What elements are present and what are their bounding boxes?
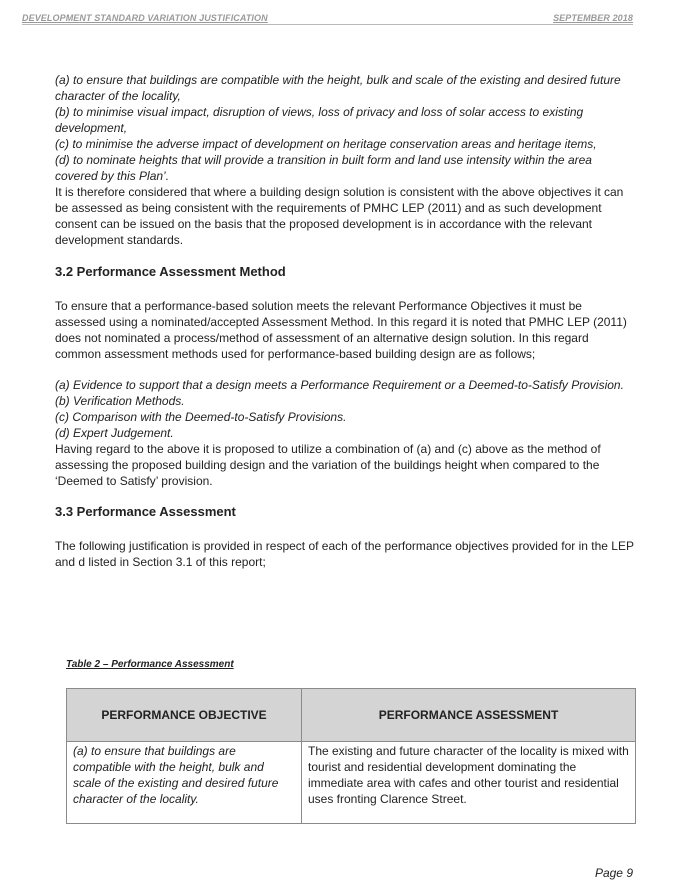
header-objective: PERFORMANCE OBJECTIVE	[67, 689, 302, 742]
body-content	[55, 72, 635, 570]
method-a: (a) Evidence to support that a design meets a Performance Requirement or a Deemed-to-Satisfy Provision.	[55, 378, 624, 392]
objectives-quote	[55, 72, 635, 184]
page-number: Page 9	[594, 866, 633, 880]
objective-a: (a) to ensure that buildings are compatible with the height, bulk and scale of the existing and desired future character of the locality,	[55, 73, 621, 103]
section-3-3-heading: 3.3 Performance Assessment	[55, 504, 236, 519]
assessment-methods-list	[55, 377, 635, 441]
consistency-paragraph: It is therefore considered that where a building design solution is consistent with the above objectives it can be assessed as being consistent with the requirements of PMHC LEP (2011) and as such development consent can be issued on the basis that the proposed development is in accordance with the relevant development standards.	[55, 185, 624, 247]
section-3-2-intro: To ensure that a performance-based solution meets the relevant Performance Objectives it must be assessed using a nominated/accepted Assessment Method. In this regard it is noted that PMHC LEP (2011) does not nominated a process/method of assessment of an alternative design solution. In this regard common assessment methods used for performance-based building design are as follows;	[55, 299, 627, 361]
table-caption: Table 2 – Performance Assessment	[66, 659, 234, 670]
section-3-2-conclusion: Having regard to the above it is proposed to utilize a combination of (a) and (c) above as the method of assessing the proposed building design and the variation of the buildings height when compared to the ‘Deemed to Satisfy’ provision.	[55, 442, 601, 488]
running-header	[22, 11, 633, 25]
table-header-row	[67, 689, 636, 742]
section-3-3-intro: The following justification is provided in respect of each of the performance objectives provided for in the LEP and d listed in Section 3.1 of this report;	[55, 539, 634, 569]
objective-c: (c) to minimise the adverse impact of development on heritage conservation areas and heritage items,	[55, 137, 597, 151]
header-title: DEVELOPMENT STANDARD VARIATION JUSTIFICATION	[22, 13, 268, 23]
section-3-2-heading: 3.2 Performance Assessment Method	[55, 264, 286, 279]
method-d: (d) Expert Judgement.	[55, 426, 174, 440]
cell-objective: (a) to ensure that buildings are compatible with the height, bulk and scale of the existing and desired future character of the locality.	[67, 742, 302, 824]
method-b: (b) Verification Methods.	[55, 394, 185, 408]
table-row	[67, 742, 636, 824]
header-date: SEPTEMBER 2018	[553, 13, 633, 23]
performance-table	[66, 688, 636, 824]
method-c: (c) Comparison with the Deemed-to-Satisfy Provisions.	[55, 410, 347, 424]
cell-assessment: The existing and future character of the locality is mixed with tourist and residential development dominating the immediate area with cafes and other tourist and residential uses fronting Clarence Street.	[302, 742, 636, 824]
header-assessment: PERFORMANCE ASSESSMENT	[302, 689, 636, 742]
objective-d: (d) to nominate heights that will provide a transition in built form and land use intensity within the area covered by this Plan’.	[55, 153, 592, 183]
objective-b: (b) to minimise visual impact, disruption of views, loss of privacy and loss of solar access to existing development,	[55, 105, 584, 135]
